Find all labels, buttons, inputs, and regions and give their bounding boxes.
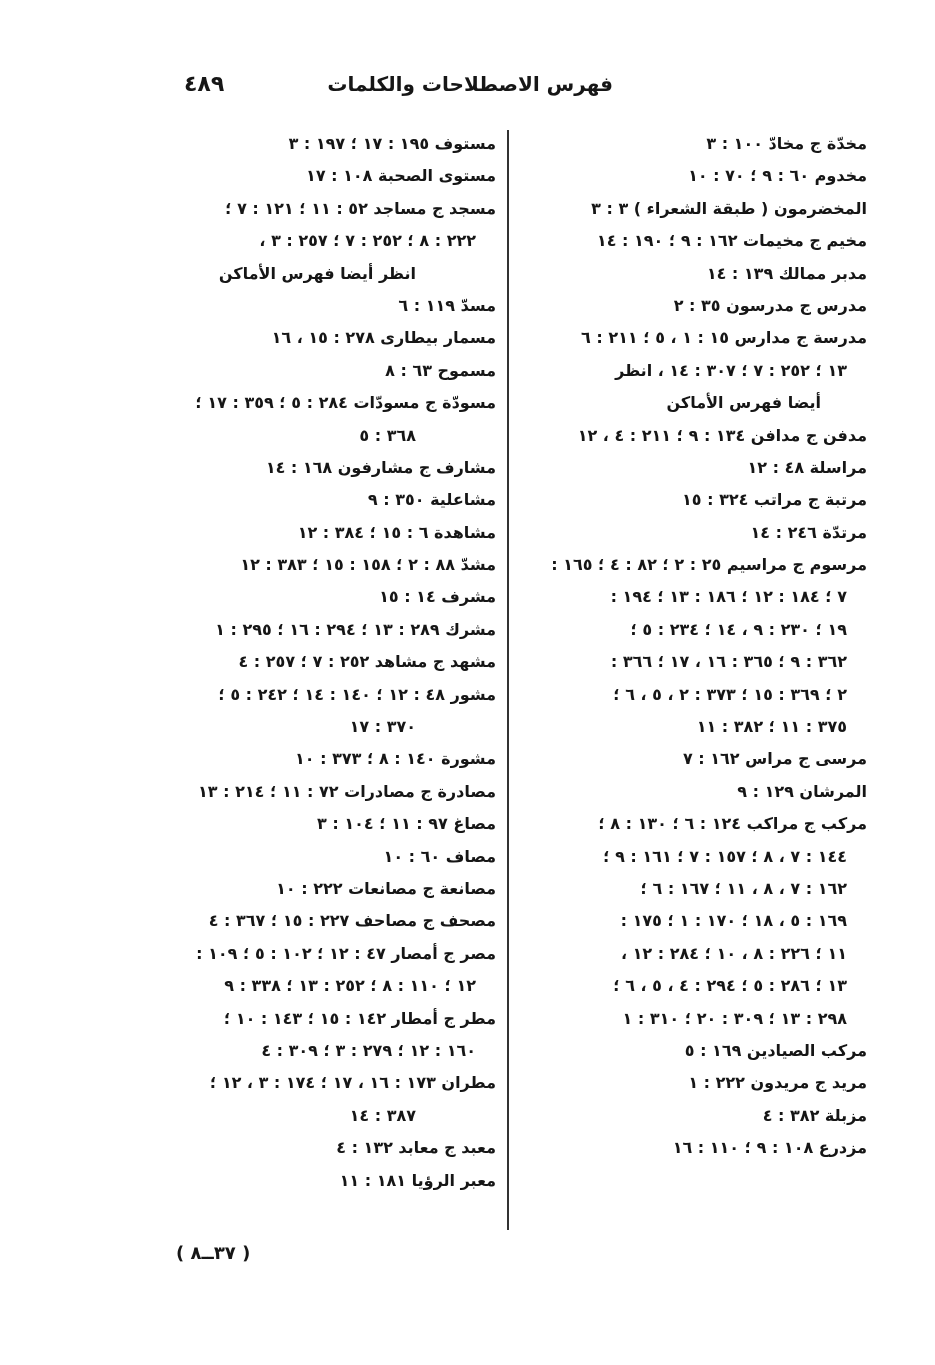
index-entry-continuation: انظر أيضا فهرس الأماكن xyxy=(218,263,416,283)
index-entry: مرتبة ج مراتب ٣٢٤ : ١٥ xyxy=(681,490,867,510)
index-entry: مشارف ج مشارفون ١٦٨ : ١٤ xyxy=(265,457,496,477)
index-entry: مصاغ ٩٧ : ١١ ؛ ١٠٤ : ٣ xyxy=(317,814,496,834)
index-entry-continuation: ٢ ؛ ٣٦٩ : ١٥ ؛ ٣٧٣ : ٢ ، ٥ ، ٦ ؛ xyxy=(613,684,847,704)
index-column-left xyxy=(138,128,496,1197)
index-entry-continuation: ٧ ؛ ١٨٤ : ١٢ ؛ ١٨٦ : ١٣ ؛ ١٩٤ : xyxy=(610,587,847,607)
index-entry: مشاهدة ٦ : ١٥ ؛ ٣٨٤ : ١٢ xyxy=(297,522,496,542)
index-entry: مشدّ ٨٨ : ٢ ؛ ١٥٨ : ١٥ ؛ ٣٨٣ : ١٢ xyxy=(240,555,496,575)
index-entry: مدرس ج مدرسون ٣٥ : ٢ xyxy=(673,295,867,315)
index-entry: مدبر ممالك ١٣٩ : ١٤ xyxy=(706,263,867,283)
index-entry: مصحف ج مصاحف ٢٢٧ : ١٥ ؛ ٣٦٧ : ٤ xyxy=(208,911,496,931)
index-entry: مسدّ ١١٩ : ٦ xyxy=(398,295,496,315)
index-entry-continuation: ١٦٢ : ٧ ، ٨ ، ١١ ؛ ١٦٧ : ٦ ؛ xyxy=(640,878,847,898)
index-column-right xyxy=(437,128,867,1165)
index-entry: مسجد ج مساجد ٥٢ : ١١ ؛ ١٢١ : ٧ ؛ xyxy=(225,198,496,218)
index-entry-continuation: ٣٧٥ : ١١ ؛ ٣٨٢ : ١١ xyxy=(696,717,847,737)
index-entry: مخيم ج مخيمات ١٦٢ : ٩ ؛ ١٩٠ : ١٤ xyxy=(596,231,867,251)
index-entry-continuation: ١٣ ؛ ٢٥٢ : ٧ ؛ ٣٠٧ : ١٤ ، انظر xyxy=(615,360,847,380)
index-entry: مشاعلية ٣٥٠ : ٩ xyxy=(367,490,496,510)
page-header xyxy=(0,66,935,106)
index-entry: مستوى الصحبة ١٠٨ : ١٧ xyxy=(306,166,496,186)
index-entry: مسودّة ج مسودّات ٢٨٤ : ٥ ؛ ٣٥٩ : ١٧ ؛ xyxy=(195,393,496,413)
running-title: فهرس الاصطلاحات والكلمات xyxy=(327,72,613,96)
index-entry: مشرف ١٤ : ١٥ xyxy=(379,587,496,607)
index-entry: مشور ٤٨ : ١٢ ؛ ١٤٠ : ١٤ ؛ ٢٤٢ : ٥ ؛ xyxy=(218,684,496,704)
index-entry: مريد ج مريدون ٢٢٢ : ١ xyxy=(688,1073,867,1093)
page-number: ٤٨٩ xyxy=(184,72,225,97)
index-entry: مصاف ٦٠ : ١٠ xyxy=(383,846,496,866)
index-entry: مخدوم ٦٠ : ٩ ؛ ٧٠ : ١٠ xyxy=(688,166,867,186)
index-entry-continuation: ١٣ ؛ ٢٨٦ : ٥ ؛ ٢٩٤ : ٤ ، ٥ ، ٦ ؛ xyxy=(613,976,847,996)
index-entry-continuation: أيضا فهرس الأماكن xyxy=(666,393,821,413)
index-entry-continuation: ٣٧٠ : ١٧ xyxy=(349,717,416,737)
index-entry: مرسى ج مراس ١٦٢ : ٧ xyxy=(682,749,867,769)
index-entry: مشورة ١٤٠ : ٨ ؛ ٣٧٣ : ١٠ xyxy=(295,749,496,769)
index-entry: مستوف ١٩٥ : ١٧ ؛ ١٩٧ : ٣ xyxy=(288,134,496,153)
index-entry: مزدرع ١٠٨ : ٩ ؛ ١١٠ : ١٦ xyxy=(672,1138,867,1158)
index-entry-continuation: ١٦٠ : ١٢ ؛ ٢٧٩ : ٣ ؛ ٣٠٩ : ٤ xyxy=(261,1040,476,1060)
index-entry: معبر الرؤيا ١٨١ : ١١ xyxy=(339,1170,496,1190)
index-entry-continuation: ١٩ ؛ ٢٣٠ : ٩ ، ١٤ ؛ ٢٣٤ : ٥ ؛ xyxy=(630,619,847,639)
index-entry: مطر ج أمطار ١٤٢ : ١٥ ؛ ١٤٣ : ١٠ ؛ xyxy=(223,1008,496,1028)
index-entry: مطران ١٧٣ : ١٦ ، ١٧ ؛ ١٧٤ : ٣ ، ١٢ ؛ xyxy=(209,1073,496,1093)
index-entry: المخضرمون ( طبقة الشعراء ) ٣ : ٣ xyxy=(591,198,867,218)
index-entry-continuation: ١١ ؛ ٢٢٦ : ٨ ، ١٠ ؛ ٢٨٤ : ١٢ ، xyxy=(620,943,847,963)
index-entry: مركب الصيادين ١٦٩ : ٥ xyxy=(684,1040,867,1060)
index-entry-continuation: ١٢ ؛ ١١٠ : ٨ ؛ ٢٥٢ : ١٣ ؛ ٣٣٨ : ٩ xyxy=(224,976,476,996)
index-entry: مشهد ج مشاهد ٢٥٢ : ٧ ؛ ٢٥٧ : ٤ xyxy=(238,652,496,672)
index-entry: مخدّة ج مخادّ ١٠٠ : ٣ xyxy=(706,134,867,153)
index-entry-continuation: ٣٦٢ : ٩ ؛ ٣٦٥ : ١٦ ، ١٧ ؛ ٣٦٦ : xyxy=(610,652,847,672)
index-entry: مسموح ٦٣ : ٨ xyxy=(385,360,496,380)
index-entry-continuation: ٢٩٨ : ١٣ ؛ ٣٠٩ : ٢٠ ؛ ٣١٠ : ١ xyxy=(622,1008,847,1028)
index-entry: مصر ج أمصار ٤٧ : ١٢ ؛ ١٠٢ : ٥ ؛ ١٠٩ : xyxy=(196,943,496,963)
index-entry: مصادرة ج مصادرات ٧٢ : ١١ ؛ ٢١٤ : ١٣ xyxy=(198,781,496,801)
index-entry-continuation: ٢٢٢ : ٨ ؛ ٢٥٢ : ٧ ؛ ٢٥٧ : ٣ ، xyxy=(259,231,476,251)
index-entry: مدفن ج مدافن ١٣٤ : ٩ ؛ ٢١١ : ٤ ، ١٢ xyxy=(577,425,867,445)
index-entry: مرتدّة ٢٤٦ : ١٤ xyxy=(750,522,867,542)
index-entry-continuation: ٣٦٨ : ٥ xyxy=(359,425,416,445)
index-entry: مسمار بيطارى ٢٧٨ : ١٥ ، ١٦ xyxy=(271,328,496,348)
index-entry: معبد ج معابد ١٣٢ : ٤ xyxy=(336,1138,496,1158)
index-entry: مصانعة ج مصانعات ٢٢٢ : ١٠ xyxy=(276,878,496,898)
index-entry: مزبلة ٣٨٢ : ٤ xyxy=(762,1105,867,1125)
index-entry: مركب ج مراكب ١٢٤ : ٦ ؛ ١٣٠ : ٨ ؛ xyxy=(598,814,867,834)
index-entry-continuation: ١٤٤ : ٧ ، ٨ ؛ ١٥٧ : ٧ ؛ ١٦١ : ٩ ؛ xyxy=(603,846,847,866)
index-entry: مرسوم ج مراسيم ٢٥ : ٢ ؛ ٨٢ : ٤ ؛ ١٦٥ : xyxy=(551,555,867,575)
index-entry: مراسلة ٤٨ : ١٢ xyxy=(747,457,867,477)
index-entry: مدرسة ج مدارس ١٥ : ١ ، ٥ ؛ ٢١١ : ٦ xyxy=(581,328,867,348)
index-entry: مشرك ٢٨٩ : ١٣ ؛ ٢٩٤ : ١٦ ؛ ٢٩٥ : ١ xyxy=(215,619,496,639)
index-entry: المرشان ١٢٩ : ٩ xyxy=(737,781,867,801)
index-entry-continuation: ٣٨٧ : ١٤ xyxy=(349,1105,416,1125)
index-entry-continuation: ١٦٩ : ٥ ، ١٨ ؛ ١٧٠ : ١ ؛ ١٧٥ : xyxy=(620,911,847,931)
signature-mark: ( ٣٧ــ٨ ) xyxy=(176,1243,251,1264)
